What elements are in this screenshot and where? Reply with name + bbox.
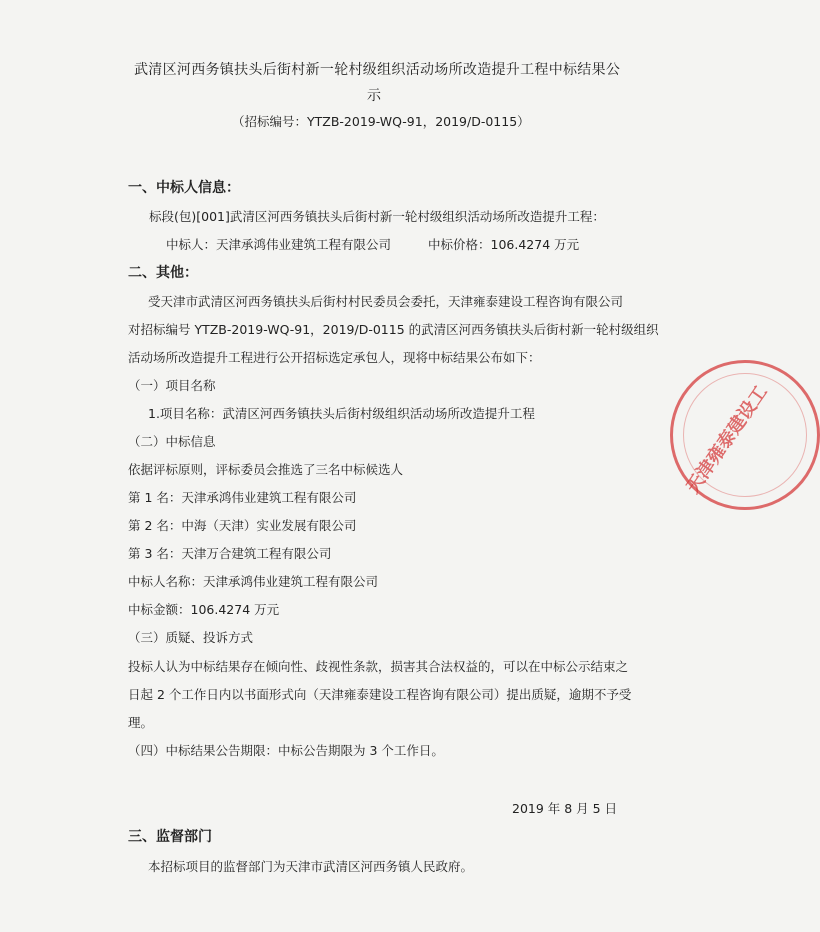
subheading-award: （二）中标信息: [128, 434, 216, 449]
para1-line2: 对招标编号 YTZB-2019-WQ-91，2019/D-0115 的武清区河西务镇扶头后街村新一轮村级组织: [128, 322, 659, 337]
lot-info: 标段(包)[001]武清区河西务镇扶头后街村新一轮村级组织活动场所改造提升工程：: [149, 209, 605, 224]
subheading-project: （一）项目名称: [128, 378, 216, 393]
complaint-line1: 投标人认为中标结果存在倾向性、歧视性条款，损害其合法权益的，可以在中标公示结束之: [128, 659, 629, 674]
evaluation-basis: 依据评标原则，评标委员会推选了三名中标候选人: [128, 462, 404, 477]
doc-title-line1: 武清区河西务镇扶头后街村新一轮村级组织活动场所改造提升工程中标结果公: [134, 62, 621, 78]
complaint-line3: 理。: [128, 715, 154, 730]
para1-line3: 活动场所改造提升工程进行公开招标选定承包人，现将中标结果公布如下：: [128, 350, 541, 365]
doc-title-line2: 示: [367, 88, 382, 104]
bid-number: （招标编号：YTZB-2019-WQ-91，2019/D-0115）: [232, 114, 530, 129]
subheading-complaint: （三）质疑、投诉方式: [128, 630, 254, 645]
para1-line1: 受天津市武清区河西务镇扶头后街村村民委员会委托，天津雍泰建设工程咨询有限公司: [148, 294, 624, 309]
winner-label: 中标人：天津承鸿伟业建筑工程有限公司: [166, 237, 392, 252]
rank-3: 第 3 名：天津万合建筑工程有限公司: [128, 546, 332, 561]
rank-2: 第 2 名：中海（天津）实业发展有限公司: [128, 518, 357, 533]
section1-heading: 一、中标人信息：: [128, 180, 240, 196]
rank-1: 第 1 名：天津承鸿伟业建筑工程有限公司: [128, 490, 357, 505]
section2-heading: 二、其他：: [128, 265, 198, 281]
project-name: 1.项目名称：武清区河西务镇扶头后街村级组织活动场所改造提升工程: [148, 406, 535, 421]
winner-name: 中标人名称：天津承鸿伟业建筑工程有限公司: [128, 574, 379, 589]
subheading-period: （四）中标结果公告期限：中标公告期限为 3 个工作日。: [128, 743, 444, 758]
company-seal: [670, 360, 820, 510]
price-label: 中标价格：106.4274 万元: [428, 237, 580, 252]
supervision-text: 本招标项目的监督部门为天津市武清区河西务镇人民政府。: [148, 859, 474, 874]
notice-date: 2019 年 8 月 5 日: [512, 801, 618, 816]
award-amount: 中标金额：106.4274 万元: [128, 602, 280, 617]
section3-heading: 三、监督部门: [128, 829, 212, 845]
complaint-line2: 日起 2 个工作日内以书面形式向（天津雍泰建设工程咨询有限公司）提出质疑，逾期不予受: [128, 687, 632, 702]
seal-text: 天津雍泰建设工: [682, 382, 772, 498]
